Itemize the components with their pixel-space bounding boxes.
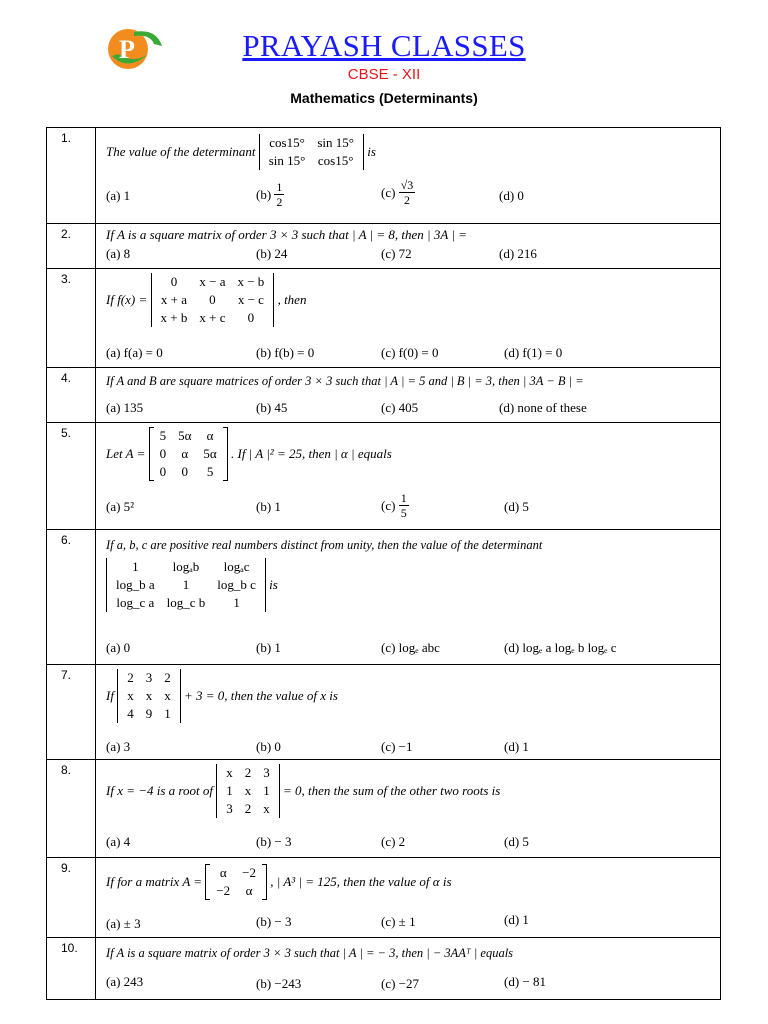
page-header xyxy=(0,0,768,120)
option-d: (d) none of these xyxy=(499,400,587,415)
question-row-1 xyxy=(46,127,721,223)
question-row-9: 9. If for a matrix A = α −2 −2 α , | A³ | = 125, then the value of α is (a) ± 3 (b) − 3 (c) ± 1 (d) 1 xyxy=(46,857,721,937)
question-text: Let A = xyxy=(106,446,146,461)
option-d: (d) 1 xyxy=(504,739,529,754)
option-a: (a) 5² xyxy=(106,499,135,514)
option-c: (c) $\frac{1}{5}$ xyxy=(381,491,407,520)
question-number: 10. xyxy=(47,938,96,999)
question-text: If A is a square matrix of order 3 × 3 such that | A | = 8, then | 3A | = xyxy=(106,227,467,242)
question-number: 6. xyxy=(47,530,96,664)
option-c: (c) 2 xyxy=(381,834,406,849)
question-number: 4. xyxy=(47,368,96,422)
option-a: (a) 135 xyxy=(106,400,144,415)
option-d: (d) 0 xyxy=(499,188,524,203)
question-text: If A is a square matrix of order 3 × 3 such that | A | = − 3, then | − 3AAᵀ | equals xyxy=(106,946,514,960)
question-number: 5. xyxy=(47,423,96,529)
question-number: 1. xyxy=(47,128,96,223)
option-a: (a) f(a) = 0 xyxy=(106,345,163,360)
option-b: (b) −243 xyxy=(256,976,302,991)
option-a: (a) 243 xyxy=(106,974,144,989)
option-a: (a) ± 3 xyxy=(106,916,141,931)
option-d: (d) − 81 xyxy=(504,974,546,989)
question-number: 8. xyxy=(47,760,96,857)
option-b: (b) $\frac{1}{2}$ xyxy=(256,180,283,209)
option-a: (a) 0 xyxy=(106,640,131,655)
option-b: (b) − 3 xyxy=(256,914,292,929)
question-row-4 xyxy=(46,367,721,422)
option-c: (c) ± 1 xyxy=(381,914,416,929)
question-text: If x = −4 is a root of xyxy=(106,783,213,798)
option-d: (d) logₑ a logₑ b logₑ c xyxy=(504,640,617,655)
question-text: If f(x) = xyxy=(106,292,148,307)
question-text: If xyxy=(106,688,114,703)
matrix: α −2 −2 α xyxy=(205,864,267,900)
option-d: (d) f(1) = 0 xyxy=(504,345,563,360)
question-row-3: 3. If f(x) = 0 x − a x − b x + a 0 x − c x + b x + c 0 , then (a) f(a) = 0 (b) f(b) = 0 (c) f(0) = 0 (d) f(1) = 0 xyxy=(46,268,721,367)
question-number: 2. xyxy=(47,224,96,268)
determinant: x 2 3 1 x 1 3 2 x xyxy=(216,764,280,818)
determinant: 0 x − a x − b x + a 0 x − c x + b x + c 0 xyxy=(151,273,275,327)
option-b: (b) 1 xyxy=(256,640,281,655)
question-number: 3. xyxy=(47,269,96,367)
option-c: (c) $\frac{√3}{2}$ xyxy=(381,178,414,207)
option-a: (a) 8 xyxy=(106,246,131,261)
determinant: 2 3 2 x x x 4 9 1 xyxy=(117,669,181,723)
question-row-2 xyxy=(46,223,721,268)
option-b: (b) 45 xyxy=(256,400,288,415)
option-c: (c) −1 xyxy=(381,739,413,754)
option-a: (a) 3 xyxy=(106,739,131,754)
option-c: (c) 72 xyxy=(381,246,412,261)
subject-title: Mathematics (Determinants) xyxy=(290,90,478,106)
question-row-7: 7. If 2 3 2 x x x 4 9 1 + 3 = 0, then the value of x is (a) 3 (b) 0 (c) −1 (d) 1 xyxy=(46,664,721,759)
class-label: CBSE - XII xyxy=(347,66,421,83)
option-b: (b) 0 xyxy=(256,739,281,754)
question-row-5: 5. Let A = 5 5α α 0 α 5α 0 0 5 . If | A |² = 25, then | α | equals (a) 5² (b) 1 (c) $\frac{1}{5}$ (d) 5 xyxy=(46,422,721,529)
brand-title: PRAYASH CLASSES xyxy=(242,28,526,63)
option-b: (b) f(b) = 0 xyxy=(256,345,315,360)
option-c: (c) logₑ abc xyxy=(381,640,440,655)
option-a: (a) 1 xyxy=(106,188,131,203)
option-b: (b) 1 xyxy=(256,499,281,514)
option-d: (d) 5 xyxy=(504,834,529,849)
option-b: (b) − 3 xyxy=(256,834,292,849)
question-row-10 xyxy=(46,937,721,1000)
option-d: (d) 216 xyxy=(499,246,537,261)
question-number: 9. xyxy=(47,858,96,937)
logo-letter: P xyxy=(119,35,135,64)
question-number: 7. xyxy=(47,665,96,759)
determinant: 1 logₐb logₐc log_b a 1 log_b c log_c a log_c b 1 xyxy=(106,558,266,612)
question-text: If a, b, c are positive real numbers distinct from unity, then the value of the determinant xyxy=(106,538,543,552)
option-b: (b) 24 xyxy=(256,246,288,261)
question-row-6: 6. If a, b, c are positive real numbers distinct from unity, then the value of the determinant 1 logₐb logₐc log_b a 1 log_b c log_c a log_c b 1 is (a) 0 (b) 1 (c) logₑ abc (d) logₑ a logₑ b logₑ c xyxy=(46,529,721,664)
question-content: The value of the determinant cos15° sin 15° sin 15° cos15° is (a) 1 (b) $\frac{1}{2}$ (c) $\frac{√3}{2}$ (d) 0 xyxy=(106,135,524,209)
matrix: 5 5α α 0 α 5α 0 0 5 xyxy=(149,427,228,481)
option-a: (a) 4 xyxy=(106,834,131,849)
option-c: (c) −27 xyxy=(381,976,420,991)
question-text: If A and B are square matrices of order 3 × 3 such that | A | = 5 and | B | = 3, then | 3A − B | = xyxy=(106,374,584,388)
option-d: (d) 1 xyxy=(504,912,529,927)
determinant: cos15° sin 15° sin 15° cos15° xyxy=(259,134,364,170)
question-text: The value of the determinant xyxy=(106,144,256,159)
option-c: (c) 405 xyxy=(381,400,419,415)
question-text: If for a matrix A = xyxy=(106,874,203,889)
option-d: (d) 5 xyxy=(504,499,529,514)
option-c: (c) f(0) = 0 xyxy=(381,345,439,360)
question-row-8: 8. If x = −4 is a root of x 2 3 1 x 1 3 2 x = 0, then the sum of the other two roots is (a) 4 (b) − 3 (c) 2 (d) 5 xyxy=(46,759,721,857)
